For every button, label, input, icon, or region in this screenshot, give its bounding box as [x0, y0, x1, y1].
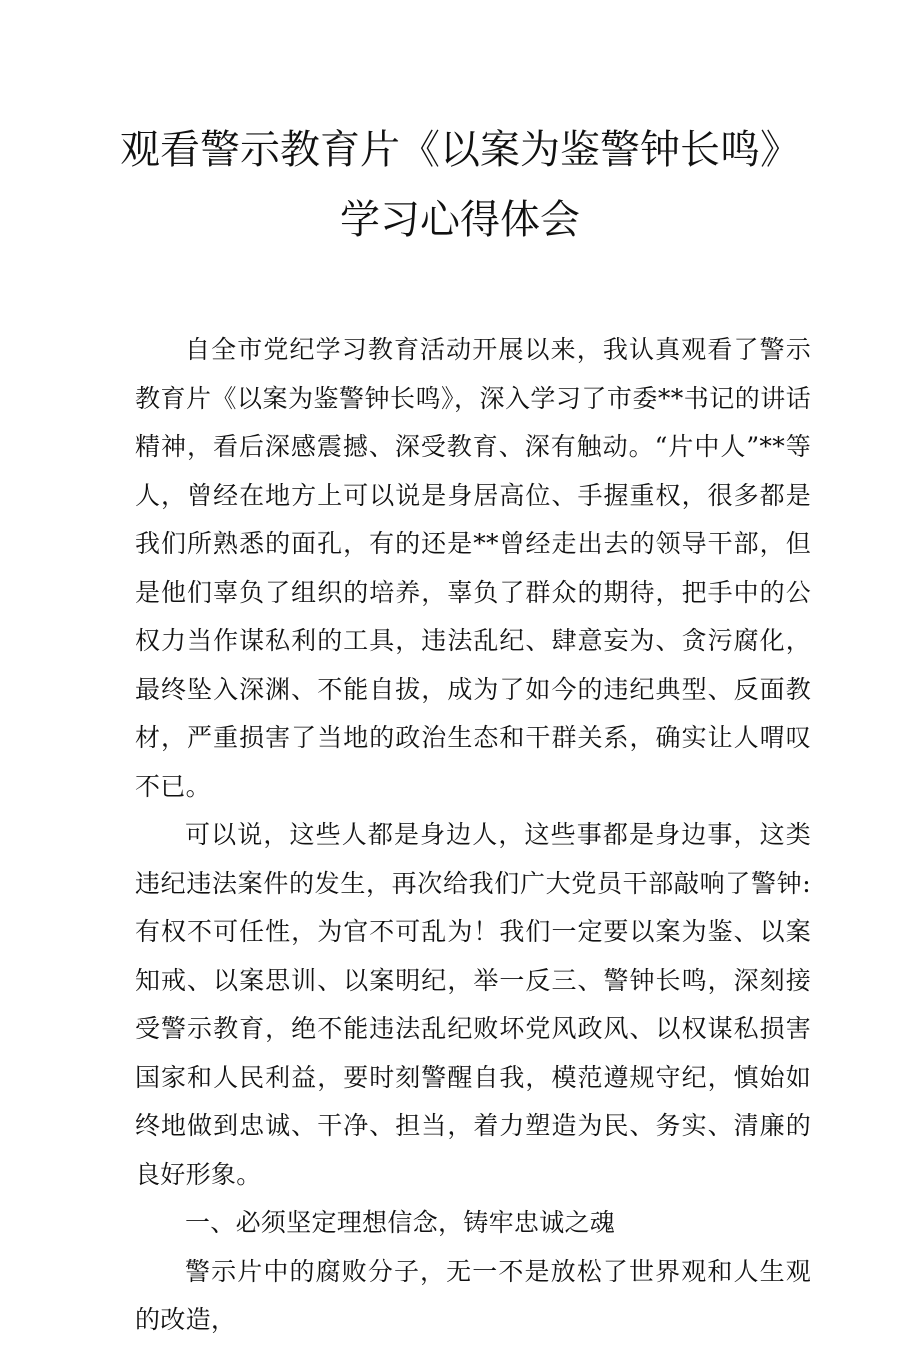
document-title-line-2: 学习心得体会 — [340, 197, 580, 243]
body-paragraph-1: 自全市党纪学习教育活动开展以来，我认真观看了警示教育片《以案为鉴警钟长鸣》，深入学习了市委**书记的讲话精神，看后深感震撼、深受教育、深有触动。“片中人”**等人，曾经在地方上可以说是身居高位、手握重权，很多都是我们所熟悉的面孔，有的还是**曾经走出去的领导干部，但是他们辜负了组织的培养，辜负了群众的期待，把手中的公权力当作谋私利的工具，违法乱纪、肆意妄为、贪污腐化，最终坠入深渊、不能自拔，成为了如今的违纪典型、反面教材，严重损害了当地的政治生态和干群关系，确实让人喟叹不已。 — [135, 335, 811, 801]
body-paragraph-2: 可以说，这些人都是身边人，这些事都是身边事，这类违纪违法案件的发生，再次给我们广大党员干部敲响了警钟:有权不可任性，为官不可乱为！我们一定要以案为鉴、以案知戒、以案思训、以案明纪，举一反三、警钟长鸣，深刻接受警示教育，绝不能违法乱纪败坏党风政风、以权谋私损害国家和人民利益，要时刻警醒自我，模范遵规守纪，慎始如终地做到忠诚、干净、担当，着力塑造为民、务实、清廉的良好形象。 — [135, 820, 811, 1189]
document-title-line-1: 观看警示教育片《以案为鉴警钟长鸣》 — [120, 127, 800, 173]
document-body — [135, 326, 811, 1345]
body-paragraph-3: 警示片中的腐败分子，无一不是放松了世界观和人生观的改造， — [135, 1256, 811, 1334]
section-heading-1: 一、必须坚定理想信念，铸牢忠诚之魂 — [185, 1208, 616, 1237]
